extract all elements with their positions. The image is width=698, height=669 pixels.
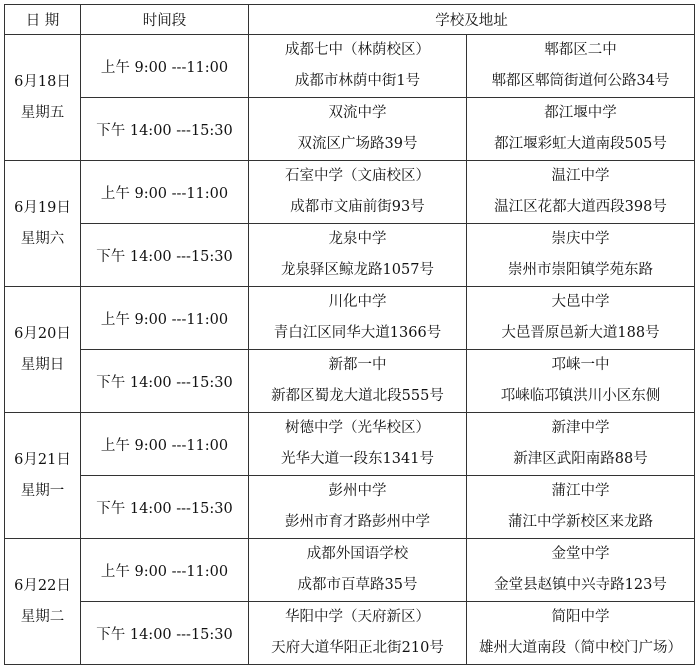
school-name: 简阳中学: [551, 609, 610, 625]
school-cell: [249, 161, 467, 224]
school-name: 石室中学（文庙校区）: [285, 168, 430, 184]
school-name: 都江堰中学: [544, 105, 617, 121]
school-address: 雄州大道南段（简中校门广场）: [479, 640, 682, 656]
school-cell: [467, 224, 695, 287]
schedule-row: [5, 602, 695, 665]
header-time: 时间段: [81, 5, 249, 35]
school-address: 成都市林荫中街1号: [294, 73, 421, 89]
time-slot-cell: 上午 9:00 ---11:00: [81, 413, 249, 476]
header-school: 学校及地址: [249, 5, 695, 35]
school-cell: [249, 224, 467, 287]
schedule-row: [5, 35, 695, 98]
school-address: 新都区蜀龙大道北段555号: [271, 388, 444, 404]
schedule-row: [5, 98, 695, 161]
date-cell: [5, 35, 81, 161]
schedule-row: [5, 539, 695, 602]
school-cell: [467, 602, 695, 665]
time-slot-cell: 上午 9:00 ---11:00: [81, 539, 249, 602]
date-label: 6月19日: [14, 199, 71, 216]
date-label: 6月21日: [14, 451, 71, 468]
date-cell: [5, 413, 81, 539]
school-address: 成都市百草路35号: [297, 577, 418, 593]
schedule-document: [4, 4, 695, 665]
school-cell: [249, 413, 467, 476]
weekday-label: 星期一: [20, 482, 65, 499]
school-address: 郫都区郫筒街道何公路34号: [491, 73, 670, 89]
school-cell: [249, 350, 467, 413]
schedule-row: [5, 287, 695, 350]
school-name: 龙泉中学: [328, 231, 387, 247]
school-address: 双流区广场路39号: [297, 136, 418, 152]
school-address: 光华大道一段东1341号: [281, 451, 434, 467]
school-name: 成都七中（林荫校区）: [285, 42, 430, 58]
schedule-table: [4, 4, 695, 665]
school-cell: [467, 35, 695, 98]
time-slot-cell: 下午 14:00 ---15:30: [81, 98, 249, 161]
school-name: 蒲江中学: [551, 483, 610, 499]
school-name: 金堂中学: [551, 546, 610, 562]
school-cell: [249, 539, 467, 602]
school-cell: [249, 476, 467, 539]
school-cell: [467, 287, 695, 350]
header-date: 日 期: [5, 5, 81, 35]
schedule-row: [5, 161, 695, 224]
school-address: 天府大道华阳正北街210号: [271, 640, 444, 656]
school-address: 彭州市育才路彭州中学: [285, 514, 430, 530]
school-name: 树德中学（光华校区）: [285, 420, 430, 436]
school-name: 郫都区二中: [544, 42, 617, 58]
school-address: 崇州市崇阳镇学苑东路: [508, 262, 653, 278]
header-row: [5, 5, 695, 35]
school-name: 新津中学: [551, 420, 610, 436]
school-name: 彭州中学: [328, 483, 387, 499]
school-name: 新都一中: [328, 357, 387, 373]
date-label: 6月18日: [14, 73, 71, 90]
school-cell: [467, 476, 695, 539]
school-cell: [467, 98, 695, 161]
schedule-row: [5, 350, 695, 413]
time-slot-cell: 下午 14:00 ---15:30: [81, 602, 249, 665]
date-cell: [5, 287, 81, 413]
date-cell: [5, 539, 81, 665]
weekday-label: 星期二: [20, 608, 65, 625]
date-label: 6月20日: [14, 325, 71, 342]
school-address: 都江堰彩虹大道南段505号: [494, 136, 667, 152]
school-cell: [467, 161, 695, 224]
school-name: 温江中学: [551, 168, 610, 184]
school-name: 双流中学: [328, 105, 387, 121]
school-address: 蒲江中学新校区来龙路: [508, 514, 653, 530]
weekday-label: 星期日: [20, 356, 65, 373]
weekday-label: 星期五: [20, 104, 65, 121]
school-name: 邛崃一中: [551, 357, 610, 373]
time-slot-cell: 上午 9:00 ---11:00: [81, 35, 249, 98]
school-cell: [249, 35, 467, 98]
time-slot-cell: 下午 14:00 ---15:30: [81, 350, 249, 413]
school-address: 成都市文庙前街93号: [290, 199, 425, 215]
school-address: 新津区武阳南路88号: [513, 451, 648, 467]
school-address: 大邑晋原邑新大道188号: [501, 325, 660, 341]
school-cell: [467, 539, 695, 602]
date-label: 6月22日: [14, 577, 71, 594]
weekday-label: 星期六: [20, 230, 65, 247]
time-slot-cell: 上午 9:00 ---11:00: [81, 287, 249, 350]
time-slot-cell: 下午 14:00 ---15:30: [81, 224, 249, 287]
time-slot-cell: 下午 14:00 ---15:30: [81, 476, 249, 539]
school-cell: [467, 350, 695, 413]
school-name: 崇庆中学: [551, 231, 610, 247]
school-name: 华阳中学（天府新区）: [285, 609, 430, 625]
time-slot-cell: 上午 9:00 ---11:00: [81, 161, 249, 224]
school-address: 金堂县赵镇中兴寺路123号: [494, 577, 667, 593]
school-name: 成都外国语学校: [306, 546, 409, 562]
school-cell: [467, 413, 695, 476]
school-address: 邛崃临邛镇洪川小区东侧: [500, 388, 661, 404]
schedule-row: [5, 476, 695, 539]
school-name: 大邑中学: [551, 294, 610, 310]
school-address: 龙泉驿区鲸龙路1057号: [281, 262, 434, 278]
school-cell: [249, 287, 467, 350]
schedule-row: [5, 413, 695, 476]
school-name: 川化中学: [328, 294, 387, 310]
school-address: 青白江区同华大道1366号: [273, 325, 442, 341]
school-cell: [249, 98, 467, 161]
school-cell: [249, 602, 467, 665]
schedule-row: [5, 224, 695, 287]
school-address: 温江区花都大道西段398号: [494, 199, 667, 215]
date-cell: [5, 161, 81, 287]
